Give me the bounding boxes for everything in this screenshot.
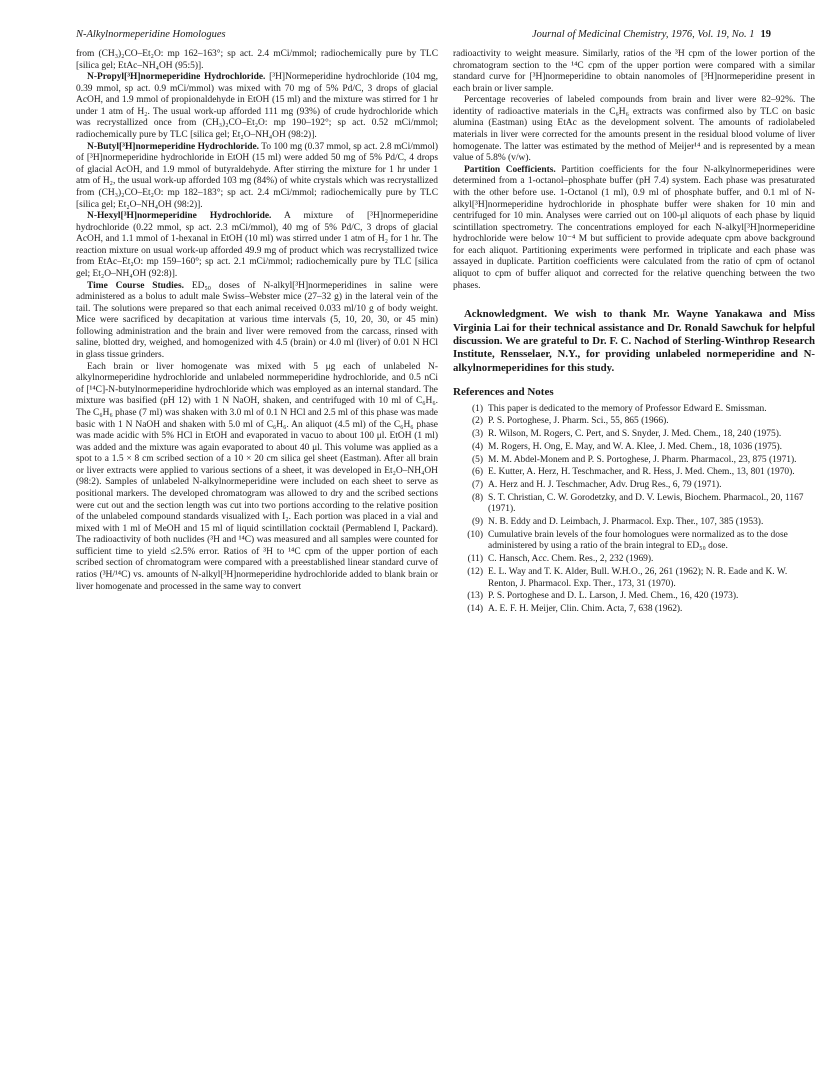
acknowledgment [453,308,815,375]
reference-item [453,455,815,467]
reference-item [453,404,815,416]
reference-item [453,554,815,566]
reference-text: P. S. Portoghese and D. L. Larson, J. Med. Chem., 16, 420 (1973). [488,591,739,602]
reference-text: A. Herz and H. J. Teschmacher, Adv. Drug Res., 6, 79 (1971). [488,479,722,490]
reference-text: M. Rogers, H. Ong, E. May, and W. A. Klee, J. Med. Chem., 18, 1036 (1975). [488,441,783,452]
reference-number: (10) [467,529,483,540]
reference-item [453,480,815,492]
left-column [76,49,438,593]
acknowledgment-head: Acknowledgment. [464,308,548,321]
reference-number: (8) [471,492,483,503]
reference-item [453,591,815,603]
reference-item [453,467,815,479]
reference-text: S. T. Christian, C. W. Gorodetzky, and D. V. Lewis, Biochem. Pharmacol., 20, 1167 (1971). [488,492,804,515]
references-heading: References and Notes [453,386,554,399]
section-run-in-head: N-Propyl[³H]normeperidine Hydrochloride. [87,72,266,83]
reference-text: This paper is dedicated to the memory of Professor Edward E. Smissman. [488,403,767,414]
reference-number: (11) [467,554,483,565]
paragraph-text: [³H]Normeperidine hydrochloride (104 mg, 0.39 mmol, sp act. 0.9 mCi/mmol) was mixed with 70 mg of 5% Pd/C, 3 drops of glacial AcOH, and 1.9 mmol of propionaldehyde in EtOH (15 ml) and the mixture was stirred for 1 hr under 1 atm of H₂. The usual work-up afforded 111 mg (93%) of crude hydrochloride which was recrystallized once from (CH₃)₂CO–Et₂O: mp 190–192°; sp act. 0.52 mCi/mmol; radiochemically pure by TLC [silica gel; Et₂O–NH₄OH (98:2)]. [76,72,439,141]
page-number: 19 [760,29,771,40]
reference-text: A. E. F. H. Meijer, Clin. Chim. Acta, 7, 638 (1962). [488,604,683,614]
paragraph-butyl [76,142,438,211]
reference-text: P. S. Portoghese, J. Pharm. Sci., 55, 865 (1966). [488,416,669,427]
reference-item [453,416,815,428]
reference-item [453,442,815,454]
reference-text: Cumulative brain levels of the four homologues were normalized as to the dose administered by using a ratio of the brain integral to ED₅₀ dose. [488,529,788,552]
reference-text: E. L. Way and T. K. Alder, Bull. W.H.O., 26, 261 (1962); N. R. Eade and K. W. Renton, J. Pharmacol. Exp. Ther., 173, 31 (1970). [488,566,788,589]
reference-text: M. M. Abdel-Monem and P. S. Portoghese, J. Pharm. Pharmacol., 23, 875 (1971). [488,454,797,465]
reference-text: E. Kutter, A. Herz, H. Teschmacher, and R. Hess, J. Med. Chem., 13, 801 (1970). [488,467,795,478]
reference-number: (14) [467,604,483,614]
right-column [453,49,815,617]
acknowledgment-text: We wish to thank Mr. Wayne Yanakawa and Miss Virginia Lai for their technical assistance and Dr. Ronald Sawchuk for helpful discussion. We are grateful to Dr. F. C. Nachod of Sterling-Winthrop Research Institute, Rensselaer, N.Y., for providing unlabeled normeperidine and N-alkylnormeperidines for this study. [453,308,815,374]
paragraph-partition [453,165,815,292]
running-title: N-Alkylnormeperidine Homologues [76,29,226,40]
reference-item [453,567,815,590]
reference-number: (9) [471,517,483,528]
reference-number: (3) [471,429,483,440]
reference-number: (2) [471,416,483,427]
journal-citation: Journal of Medicinal Chemistry, 1976, Vol. 19, No. 1 [531,29,755,40]
reference-item [453,530,815,553]
paragraph: Percentage recoveries of labeled compounds from brain and liver were 82–92%. The identity of radioactive materials in the C₆H₆ extracts was confirmed also by TLC on basic alumina (Eastman) using EtAc as the development solvent. The amounts of radiolabeled materials in liver were corrected for the amounts present in the residual blood volume of liver homogenate. The latter was estimated by the method of Meijer¹⁴ and is represented by a mean value of 5.8% (v/w). [453,95,815,164]
paragraph-time-course [76,281,438,362]
reference-number: (4) [471,441,483,452]
paragraph: from (CH₃)₂CO–Et₂O: mp 162–163°; sp act. 2.4 mCi/mmol; radiochemically pure by TLC [silica gel; EtAc–NH₄OH (95:5)]. [76,49,438,71]
reference-list [453,404,815,616]
paragraph-text: A mixture of [³H]normeperidine hydrochloride (0.22 mmol, sp act. 2.3 mCi/mmol), 40 mg of 5% Pd/C, 3 drops of glacial AcOH, and 1.1 mmol of 1-hexanal in EtOH (10 ml) was stirred under 1 atm of H₂ for 1 hr. The reaction mixture on usual work-up afforded 49.9 mg of product which was recrystallized twice from EtAc–Et₂O: mp 159–160°; sp act. 2.1 mCi/mmol; radiochemically pure by TLC [silica gel; Et₂O–NH₄OH (92:8)]. [76,211,438,279]
section-run-in-head: Time Course Studies. [87,280,185,291]
paragraph-propyl [76,72,438,141]
reference-number: (12) [467,566,483,577]
reference-text: C. Hansch, Acc. Chem. Res., 2, 232 (1969). [488,554,654,565]
reference-text: R. Wilson, M. Rogers, C. Pert, and S. Snyder, J. Med. Chem., 18, 240 (1975). [488,429,782,440]
section-run-in-head: N-Butyl[³H]normeperidine Hydrochloride. [87,141,260,152]
reference-number: (5) [471,454,483,465]
section-run-in-head: Partition Coefficients. [464,164,556,175]
reference-number: (6) [471,467,483,478]
paragraph: radioactivity to weight measure. Similarly, ratios of the ³H cpm of the lower portion of the chromatogram section to the ¹⁴C cpm of the upper portion were compared with a similar standard curve for [³H]normeperidine to obtain nanomoles of [³H]normeperidine present in each brain or liver sample. [453,49,815,94]
paragraph-text: To 100 mg (0.37 mmol, sp act. 2.8 mCi/mmol) of [³H]normeperidine hydrochloride in EtOH (15 ml) were added 50 mg of 5% Pd/C, 4 drops of glacial AcOH, and 1.9 mmol of butyraldehyde. After stirring the mixture for 1 hr under 1 atm of H₂, the usual work-up afforded 103 mg (84%) of white crystals which was recrystallized from (CH₃)₂CO–Et₂O: mp 182–183°; sp act. 2.4 mCi/mmol; radiochemically pure by TLC [silica gel; Et₂O–NH₄OH (98:2)]. [76,141,438,210]
reference-number: (13) [467,591,483,602]
reference-item [453,429,815,441]
paragraph-homogenate: Each brain or liver homogenate was mixed with 5 μg each of unlabeled N-alkylnormeperidine hydrochloride and unlabeled normmeperidine hydrochloride, and 0.5 nCi of [¹⁴C]-N-butylnormeperidine hydrochloride which was employed as an internal standard. The mixture was basified (pH 12) with 1 N NaOH, shaken, and centrifuged with 10 ml of C₆H₆. The C₆H₆ phase (7 ml) was shaken with 3.0 ml of 0.1 N HCl and 2.5 ml of this phase was made basic with 1 N NaOH and shaken with 5.0 ml of C₆H₆. An aliquot (4.5 ml) of the C₆H₆ phase was made acidic with 5% HCl in EtOH and evaporated in vacuo to about 100 μl. EtOH (1 ml) was added and the mixture was again evaporated to about 40 μl. This volume was applied as a spot to a 1.5 × 8 cm scribed section of a 10 × 20 cm silica gel sheet (Eastman). After all brain or liver extracts were applied to various sections of a sheet, it was developed in Et₂O–NH₄OH (98:2). Samples of unlabeled N-alkylnormeperidine were included on each sheet to serve as positional markers. The developed chromatogram was allowed to dry and the scribed sections were cut out and the section length was cut into two portions according to the relative position of the unlabeled compound standards visualized with I₂. Each portion was placed in a vial and mixed with 1 ml of MeOH and 15 ml of liquid scintillation cocktail (Permablend I, Packard). The radioactivity of both nuclides (³H and ¹⁴C) was measured and all samples were counted for sufficient time to yield ≤2.5% error. Ratios of ³H to ¹⁴C cpm of the upper portion of each scribed section of chromatogram were compared with a preestablished linear standard curve of ratios (³H/¹⁴C) vs. amounts of N-alkyl[³H]normeperidine hydrochloride added to blank brain or liver homogenate and processed in the same way to convert [76,361,438,592]
reference-number: (7) [471,479,483,490]
reference-text: N. B. Eddy and D. Leimbach, J. Pharmacol. Exp. Ther., 107, 385 (1953). [488,517,764,528]
section-run-in-head: N-Hexyl[³H]normeperidine Hydrochloride. [87,211,272,222]
paragraph-text: ED₅₀ doses of N-alkyl[³H]normeperidines in saline were administered as a bolus to adult male Swiss–Webster mice (27–32 g) in the lateral vein of the tail. The solutions were prepared so that each animal received 0.033 ml/10 g of body weight. Mice were sacrificed by decapitation at various time intervals (5, 10, 20, 30, or 45 min) following administration and the brain and liver were removed from the carcass, rinsed with saline, blotted dry, weighed, and homogenized with 4.5 (brain) or 4.0 ml (liver) of 0.01 N HCl in glass tissue grinders. [76,280,439,361]
reference-item [453,493,815,516]
reference-item [453,604,815,616]
paragraph-hexyl [76,211,438,280]
paragraph-text: Partition coefficients for the four N-alkylnormeperidines were determined from a 1-octanol–phosphate buffer (pH 7.4) system. Each phase was presaturated with the other before use. 1-Octanol (1 ml), 0.9 ml of phosphate buffer, and 0.1 ml of N-alkyl[³H]normeperidine hydrochloride in phosphate buffer were shaken for 10 min and centrifuged for 10 min. Analyses were carried out on 100-μl aliquots of each phase by liquid scintillation spectrometry. The concentrations employed for each N-alkyl[³H]normeperidine hydrochloride were below 10⁻⁴ M but sufficient to provide adequate cpm above background for each aliquot. Partitioning experiments were performed in triplicate and each phase was assayed in duplicate. Partition coefficients were calculated from the ratio of cpm of octanol aliquot to cpm of buffer aliquot and corrected for the relative quenching between the two phases. [453,164,816,291]
journal-citation-header [532,29,771,40]
reference-item [453,517,815,529]
reference-number: (1) [471,403,483,414]
